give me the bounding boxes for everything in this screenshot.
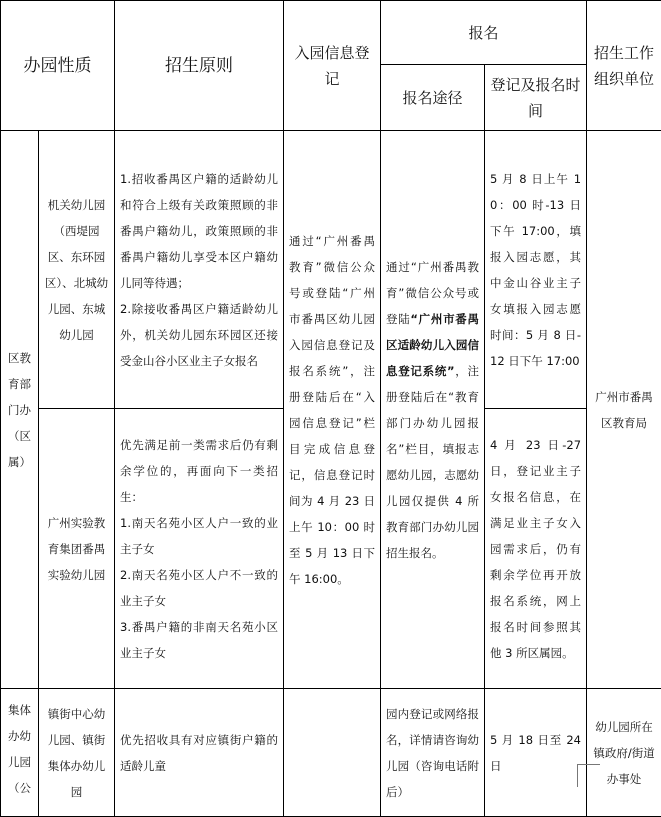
collective-name: 镇街中心幼儿园、镇街集体办幼儿园 (39, 689, 115, 817)
entry-registration-text: 通过“广州番禺教育”微信公众号或登陆“广州市番禺区幼儿园入园信息登记及报名系统”，注册登陆后在“入园信息登记”栏目完成信息登记，信息登记时间为 4 月 23 日上午 10：00 时至 5 月 13 日下午 16:00。 (284, 131, 381, 689)
district-channel (381, 131, 485, 689)
header-nature: 办园性质 (1, 1, 115, 131)
kind2-name: 广州实验教育集团番禺实验幼儿园 (39, 409, 115, 689)
district-org: 广州市番禺区教育局 (587, 131, 661, 689)
kind2-principle-3: 3.番禺户籍的非南天名苑小区业主子女 (120, 619, 278, 660)
kind2-time: 4 月 23 日-27 日，登记业主子女报名信息，在满足业主子女入园需求后，仍有剩余学位再开放报名系统，网上报名时间参照其他 3 所区属园。 (485, 409, 587, 689)
kind1-principle-2: 2.除接收番禺区户籍适龄幼儿外，机关幼儿园东环园区还接受金山谷小区业主子女报名 (120, 301, 278, 368)
collective-channel: 园内登记或网络报名，详情请咨询幼儿园（咨询电话附后） (381, 689, 485, 817)
header-entry-registration: 入园信息登记 (284, 1, 381, 131)
kind1-principle-1: 1.招收番禺区户籍的适龄幼儿和符合上级有关政策照顾的非番禺户籍幼儿，政策照顾的非番禺户籍幼儿享受本区户籍幼儿同等待遇； (120, 171, 278, 290)
kind1-principle (115, 131, 284, 409)
collective-entry-empty (284, 689, 381, 817)
header-time: 登记及报名时间 (485, 65, 587, 131)
channel-suffix: ，注册登陆后在“教育部门办幼儿园报名”栏目，填报志愿幼儿园，志愿幼儿园仅提供 4 所教育部门办幼儿园招生报名。 (386, 363, 480, 560)
collective-category: 集体办幼儿园（公 (1, 689, 39, 817)
header-principle: 招生原则 (115, 1, 284, 131)
header-channel: 报名途径 (381, 65, 485, 131)
kind1-name: 机关幼儿园（西堤园区、东环园区）、北城幼儿园、东城幼儿园 (39, 131, 115, 409)
collective-org: 幼儿园所在镇政府/街道办事处 (587, 689, 661, 817)
collective-time: 5 月 18 日至 24 日 (485, 689, 587, 817)
corner-mark (577, 764, 600, 787)
channel-system-name: “广州市番禺区适龄幼儿入园信息登记系统” (386, 311, 480, 378)
channel-prefix: 通过“广州番禺教育”微信公众号或登陆 (386, 259, 479, 326)
kind1-time: 5 月 8 日上午 10：00 时-13 日下午 17:00，填报入园志愿，其中金山谷业主子女填报入园志愿时间：5 月 8 日-12 日下午 17:00 (485, 131, 587, 409)
kind2-principle-1: 1.南天名苑小区人户一致的业主子女 (120, 515, 278, 556)
district-category: 区教育部门办（区属） (1, 131, 39, 689)
kind2-principle-intro: 优先满足前一类需求后仍有剩余学位的，再面向下一类招生： (120, 437, 278, 504)
kind2-principle (115, 409, 284, 689)
collective-principle: 优先招收具有对应镇街户籍的适龄儿童 (115, 689, 284, 817)
kind2-principle-2: 2.南天名苑小区人户不一致的业主子女 (120, 567, 278, 608)
header-enroll: 报名 (381, 1, 587, 65)
header-org: 招生工作组织单位 (587, 1, 661, 131)
